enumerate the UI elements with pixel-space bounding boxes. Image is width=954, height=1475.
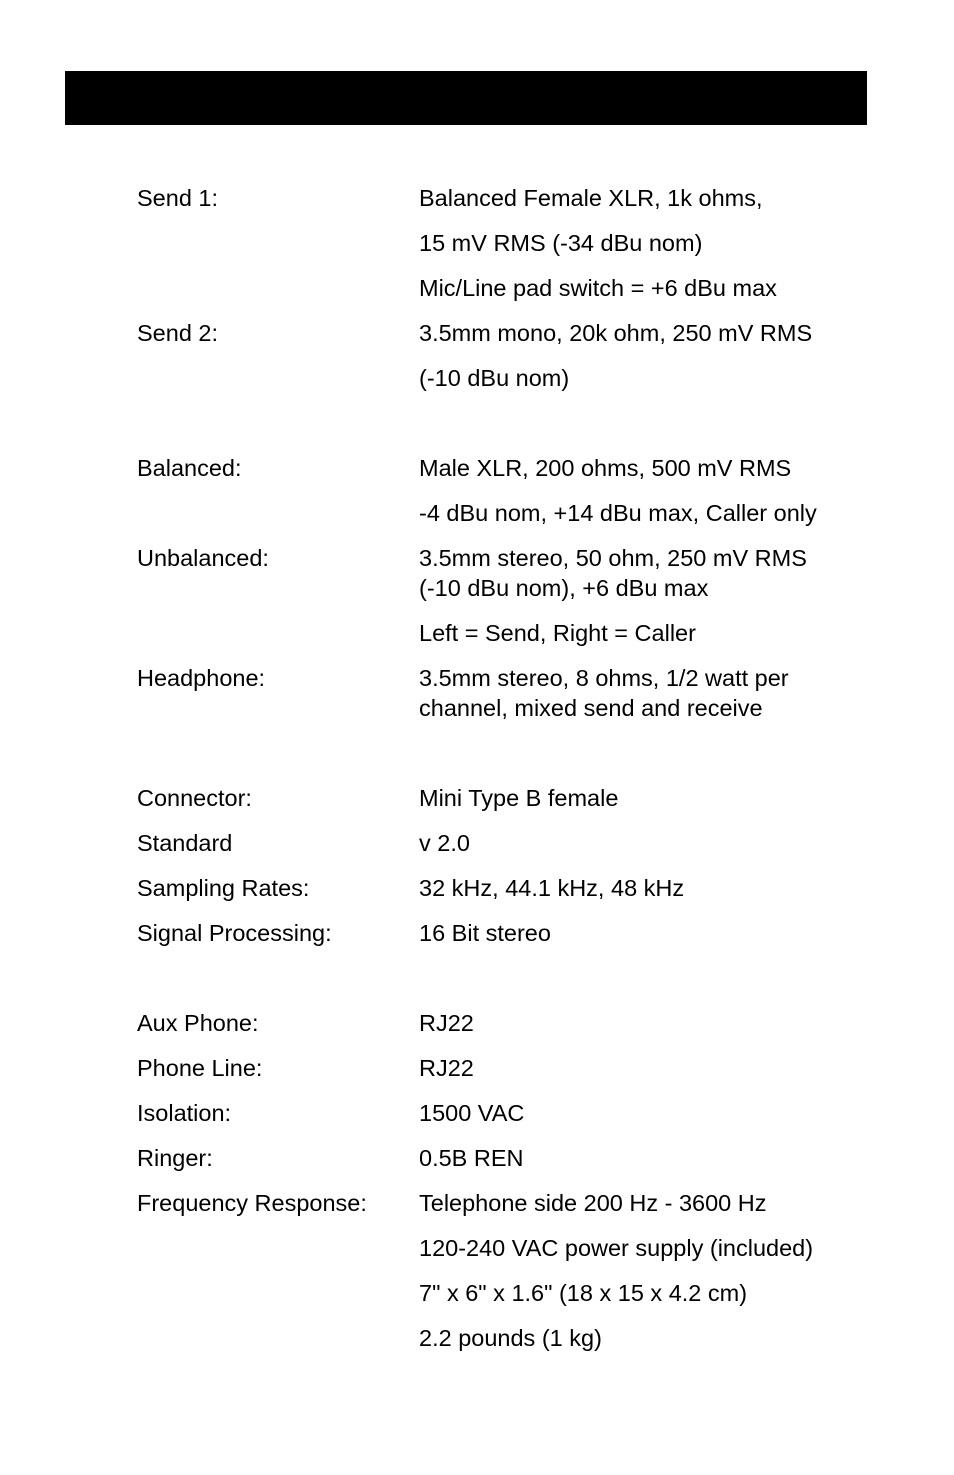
spec-label: Sampling Rates: bbox=[137, 875, 310, 901]
spec-value: Left = Send, Right = Caller bbox=[419, 620, 696, 646]
spec-value: Male XLR, 200 ohms, 500 mV RMS bbox=[419, 455, 792, 481]
section-header-bar bbox=[65, 71, 867, 125]
spec-row-send1-cont bbox=[137, 273, 897, 318]
spec-row-send1 bbox=[137, 183, 897, 228]
spec-row-ringer bbox=[137, 1143, 897, 1188]
spec-table bbox=[137, 183, 897, 1368]
spec-value: 1500 VAC bbox=[419, 1100, 525, 1126]
spec-value: -4 dBu nom, +14 dBu max, Caller only bbox=[419, 500, 817, 526]
spec-value: RJ22 bbox=[419, 1010, 474, 1036]
spec-row-weight bbox=[137, 1323, 897, 1368]
spec-value: 7" x 6" x 1.6" (18 x 15 x 4.2 cm) bbox=[419, 1280, 748, 1306]
spec-row-balanced-cont bbox=[137, 498, 897, 543]
spec-row-isolation bbox=[137, 1098, 897, 1143]
spec-row-power bbox=[137, 1233, 897, 1278]
spec-row-sampling-rates bbox=[137, 873, 897, 918]
spec-label: Aux Phone: bbox=[137, 1010, 259, 1036]
spec-value: 3.5mm mono, 20k ohm, 250 mV RMS bbox=[419, 320, 813, 346]
spec-row-signal-processing bbox=[137, 918, 897, 963]
spec-value: 16 Bit stereo bbox=[419, 920, 551, 946]
spec-row-balanced bbox=[137, 453, 897, 498]
spec-value: Telephone side 200 Hz - 3600 Hz bbox=[419, 1190, 767, 1216]
spec-label: Phone Line: bbox=[137, 1055, 263, 1081]
spec-value: Mic/Line pad switch = +6 dBu max bbox=[419, 275, 777, 301]
spec-row-standard bbox=[137, 828, 897, 873]
spec-label: Frequency Response: bbox=[137, 1190, 367, 1216]
spec-label: Unbalanced: bbox=[137, 545, 269, 571]
spec-value: 120-240 VAC power supply (included) bbox=[419, 1235, 814, 1261]
spec-value: v 2.0 bbox=[419, 830, 470, 856]
spec-row-send1-cont bbox=[137, 228, 897, 273]
spec-label: Headphone: bbox=[137, 665, 266, 691]
spec-value: 3.5mm stereo, 50 ohm, 250 mV RMS (-10 dBu nom), +6 dBu max bbox=[419, 545, 807, 601]
spec-value: (-10 dBu nom) bbox=[419, 365, 570, 391]
spec-row-unbalanced-cont bbox=[137, 618, 897, 663]
spec-value: Balanced Female XLR, 1k ohms, bbox=[419, 185, 763, 211]
spec-row-send2 bbox=[137, 318, 897, 363]
spec-label: Connector: bbox=[137, 785, 252, 811]
spec-value: 15 mV RMS (-34 dBu nom) bbox=[419, 230, 703, 256]
spec-value: 32 kHz, 44.1 kHz, 48 kHz bbox=[419, 875, 685, 901]
spec-row-connector bbox=[137, 783, 897, 828]
spec-value: RJ22 bbox=[419, 1055, 474, 1081]
spec-row-dimensions bbox=[137, 1278, 897, 1323]
spec-label: Balanced: bbox=[137, 455, 242, 481]
spec-row-send2-cont bbox=[137, 363, 897, 408]
spec-row-headphone bbox=[137, 663, 897, 738]
spec-row-aux-phone bbox=[137, 1008, 897, 1053]
spec-value: 0.5B REN bbox=[419, 1145, 524, 1171]
spec-value: Mini Type B female bbox=[419, 785, 619, 811]
spec-row-phone-line bbox=[137, 1053, 897, 1098]
spec-row-frequency-response bbox=[137, 1188, 897, 1233]
spec-label: Standard bbox=[137, 830, 233, 856]
spec-value: 3.5mm stereo, 8 ohms, 1/2 watt per channel, mixed send and receive bbox=[419, 665, 789, 721]
spec-label: Send 2: bbox=[137, 320, 219, 346]
spec-label: Isolation: bbox=[137, 1100, 232, 1126]
spec-value: 2.2 pounds (1 kg) bbox=[419, 1325, 602, 1351]
spec-row-unbalanced bbox=[137, 543, 897, 618]
spec-label: Send 1: bbox=[137, 185, 219, 211]
spec-label: Signal Processing: bbox=[137, 920, 332, 946]
spec-label: Ringer: bbox=[137, 1145, 213, 1171]
